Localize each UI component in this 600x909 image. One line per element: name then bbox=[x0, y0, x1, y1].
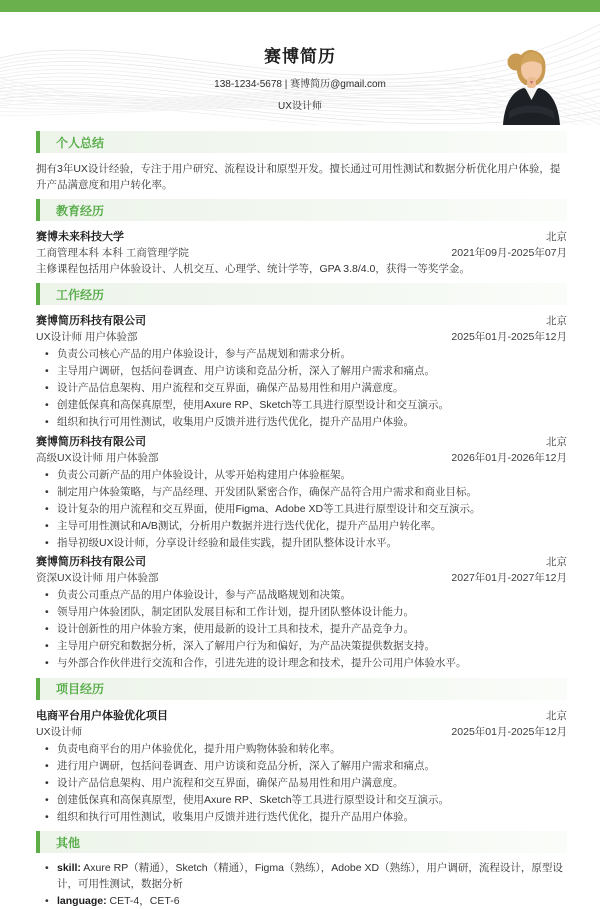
work-location: 北京 bbox=[546, 434, 567, 450]
job-role: 资深UX设计师 用户体验部 bbox=[36, 570, 159, 586]
work-entry bbox=[36, 434, 567, 552]
language-text: CET-4，CET-6 bbox=[110, 895, 180, 907]
work-entry bbox=[36, 554, 567, 672]
entry-bullet: • 创建低保真和高保真原型，使用Axure RP、Sketch等工具进行原型设计和交互演示。 bbox=[36, 793, 567, 809]
work-bullet-list bbox=[36, 588, 567, 672]
section-header-projects bbox=[36, 678, 567, 700]
skill-label: skill: bbox=[57, 862, 81, 874]
other-list bbox=[36, 861, 567, 909]
resume-body bbox=[0, 125, 600, 909]
entry-bullet: • 进行用户调研，包括问卷调查、用户访谈和竞品分析，深入了解用户需求和痛点。 bbox=[36, 759, 567, 775]
contact-info: 138-1234-5678 | 赛博简历@gmail.com bbox=[0, 75, 600, 90]
section-header-other bbox=[36, 831, 567, 853]
summary-text: 拥有3年UX设计经验，专注于用户研究、流程设计和原型开发。擅长通过可用性测试和数据分析优化用户体验，提升产品满意度和用户转化率。 bbox=[36, 161, 567, 193]
section-education bbox=[36, 199, 567, 277]
entry-bullet: • 设计创新性的用户体验方案，使用最新的设计工具和技术，提升产品竞争力。 bbox=[36, 622, 567, 638]
section-title: 其他 bbox=[36, 834, 80, 851]
entry-bullet: • 设计产品信息架构、用户流程和交互界面，确保产品易用性和用户满意度。 bbox=[36, 381, 567, 397]
section-title: 项目经历 bbox=[36, 680, 104, 697]
top-accent-bar bbox=[0, 0, 600, 12]
entry-bullet: • 组织和执行可用性测试，收集用户反馈并进行迭代优化，提升产品用户体验。 bbox=[36, 415, 567, 431]
section-header-education bbox=[36, 199, 567, 221]
candidate-name: 赛博简历 bbox=[0, 42, 600, 67]
section-title: 个人总结 bbox=[36, 134, 104, 151]
section-accent-bar bbox=[36, 131, 40, 153]
section-summary bbox=[36, 131, 567, 193]
work-bullet-list bbox=[36, 347, 567, 431]
school-name: 赛博未来科技大学 bbox=[36, 229, 124, 245]
entry-bullet: • 组织和执行可用性测试，收集用户反馈并进行迭代优化，提升产品用户体验。 bbox=[36, 810, 567, 826]
education-dates: 2021年09月-2025年07月 bbox=[451, 245, 567, 261]
company-name: 赛博简历科技有限公司 bbox=[36, 434, 146, 450]
entry-bullet: • 负责公司核心产品的用户体验设计，参与产品规划和需求分析。 bbox=[36, 347, 567, 363]
section-projects bbox=[36, 678, 567, 826]
education-entry bbox=[36, 229, 567, 277]
entry-bullet: • 负责公司新产品的用户体验设计，从零开始构建用户体验框架。 bbox=[36, 468, 567, 484]
project-role: UX设计师 bbox=[36, 724, 82, 740]
work-dates: 2027年01月-2027年12月 bbox=[451, 570, 567, 586]
section-accent-bar bbox=[36, 199, 40, 221]
work-location: 北京 bbox=[546, 554, 567, 570]
education-location: 北京 bbox=[546, 229, 567, 245]
entry-bullet: • 制定用户体验策略，与产品经理、开发团队紧密合作，确保产品符合用户需求和商业目标。 bbox=[36, 485, 567, 501]
entry-bullet: • 设计产品信息架构、用户流程和交互界面，确保产品易用性和用户满意度。 bbox=[36, 776, 567, 792]
resume-header bbox=[0, 12, 600, 125]
degree-detail: 工商管理本科 本科 工商管理学院 bbox=[36, 245, 189, 261]
company-name: 赛博简历科技有限公司 bbox=[36, 313, 146, 329]
section-other bbox=[36, 831, 567, 909]
project-bullet-list bbox=[36, 742, 567, 826]
entry-bullet: • 与外部合作伙伴进行交流和合作，引进先进的设计理念和技术，提升公司用户体验水平。 bbox=[36, 656, 567, 672]
section-accent-bar bbox=[36, 678, 40, 700]
education-description: 主修课程包括用户体验设计、人机交互、心理学、统计学等，GPA 3.8/4.0，获得一等奖学金。 bbox=[36, 261, 567, 277]
entry-bullet: • 负责电商平台的用户体验优化，提升用户购物体验和转化率。 bbox=[36, 742, 567, 758]
section-accent-bar bbox=[36, 283, 40, 305]
section-accent-bar bbox=[36, 831, 40, 853]
entry-bullet: • 主导可用性测试和A/B测试，分析用户数据并进行迭代优化，提升产品用户转化率。 bbox=[36, 519, 567, 535]
entry-bullet: • 负责公司重点产品的用户体验设计，参与产品战略规划和决策。 bbox=[36, 588, 567, 604]
entry-bullet: • 主导用户调研，包括问卷调查、用户访谈和竞品分析，深入了解用户需求和痛点。 bbox=[36, 364, 567, 380]
job-role: 高级UX设计师 用户体验部 bbox=[36, 450, 159, 466]
project-location: 北京 bbox=[546, 708, 567, 724]
section-title: 工作经历 bbox=[36, 286, 104, 303]
skill-text: Axure RP（精通），Sketch（精通），Figma（熟练），Adobe XD（熟练），用户调研，流程设计，原型设计，可用性测试，数据分析 bbox=[57, 862, 563, 890]
entry-bullet: • 指导初级UX设计师，分享设计经验和最佳实践，提升团队整体设计水平。 bbox=[36, 536, 567, 552]
work-dates: 2026年01月-2026年12月 bbox=[451, 450, 567, 466]
job-role: UX设计师 用户体验部 bbox=[36, 329, 138, 345]
work-location: 北京 bbox=[546, 313, 567, 329]
profile-photo bbox=[496, 45, 562, 125]
section-header-summary bbox=[36, 131, 567, 153]
section-header-work bbox=[36, 283, 567, 305]
work-bullet-list bbox=[36, 468, 567, 552]
skill-item bbox=[36, 861, 567, 892]
company-name: 赛博简历科技有限公司 bbox=[36, 554, 146, 570]
entry-bullet: • 设计复杂的用户流程和交互界面，使用Figma、Adobe XD等工具进行原型设计和交互演示。 bbox=[36, 502, 567, 518]
section-title: 教育经历 bbox=[36, 202, 104, 219]
work-dates: 2025年01月-2025年12月 bbox=[451, 329, 567, 345]
language-item bbox=[36, 894, 567, 909]
section-work bbox=[36, 283, 567, 672]
language-label: language: bbox=[57, 895, 107, 907]
project-dates: 2025年01月-2025年12月 bbox=[451, 724, 567, 740]
candidate-title: UX设计师 bbox=[0, 97, 600, 112]
entry-bullet: • 领导用户体验团队，制定团队发展目标和工作计划，提升团队整体设计能力。 bbox=[36, 605, 567, 621]
project-entry bbox=[36, 708, 567, 826]
project-name: 电商平台用户体验优化项目 bbox=[36, 708, 168, 724]
entry-bullet: • 创建低保真和高保真原型，使用Axure RP、Sketch等工具进行原型设计和交互演示。 bbox=[36, 398, 567, 414]
entry-bullet: • 主导用户研究和数据分析，深入了解用户行为和偏好，为产品决策提供数据支持。 bbox=[36, 639, 567, 655]
work-entry bbox=[36, 313, 567, 431]
